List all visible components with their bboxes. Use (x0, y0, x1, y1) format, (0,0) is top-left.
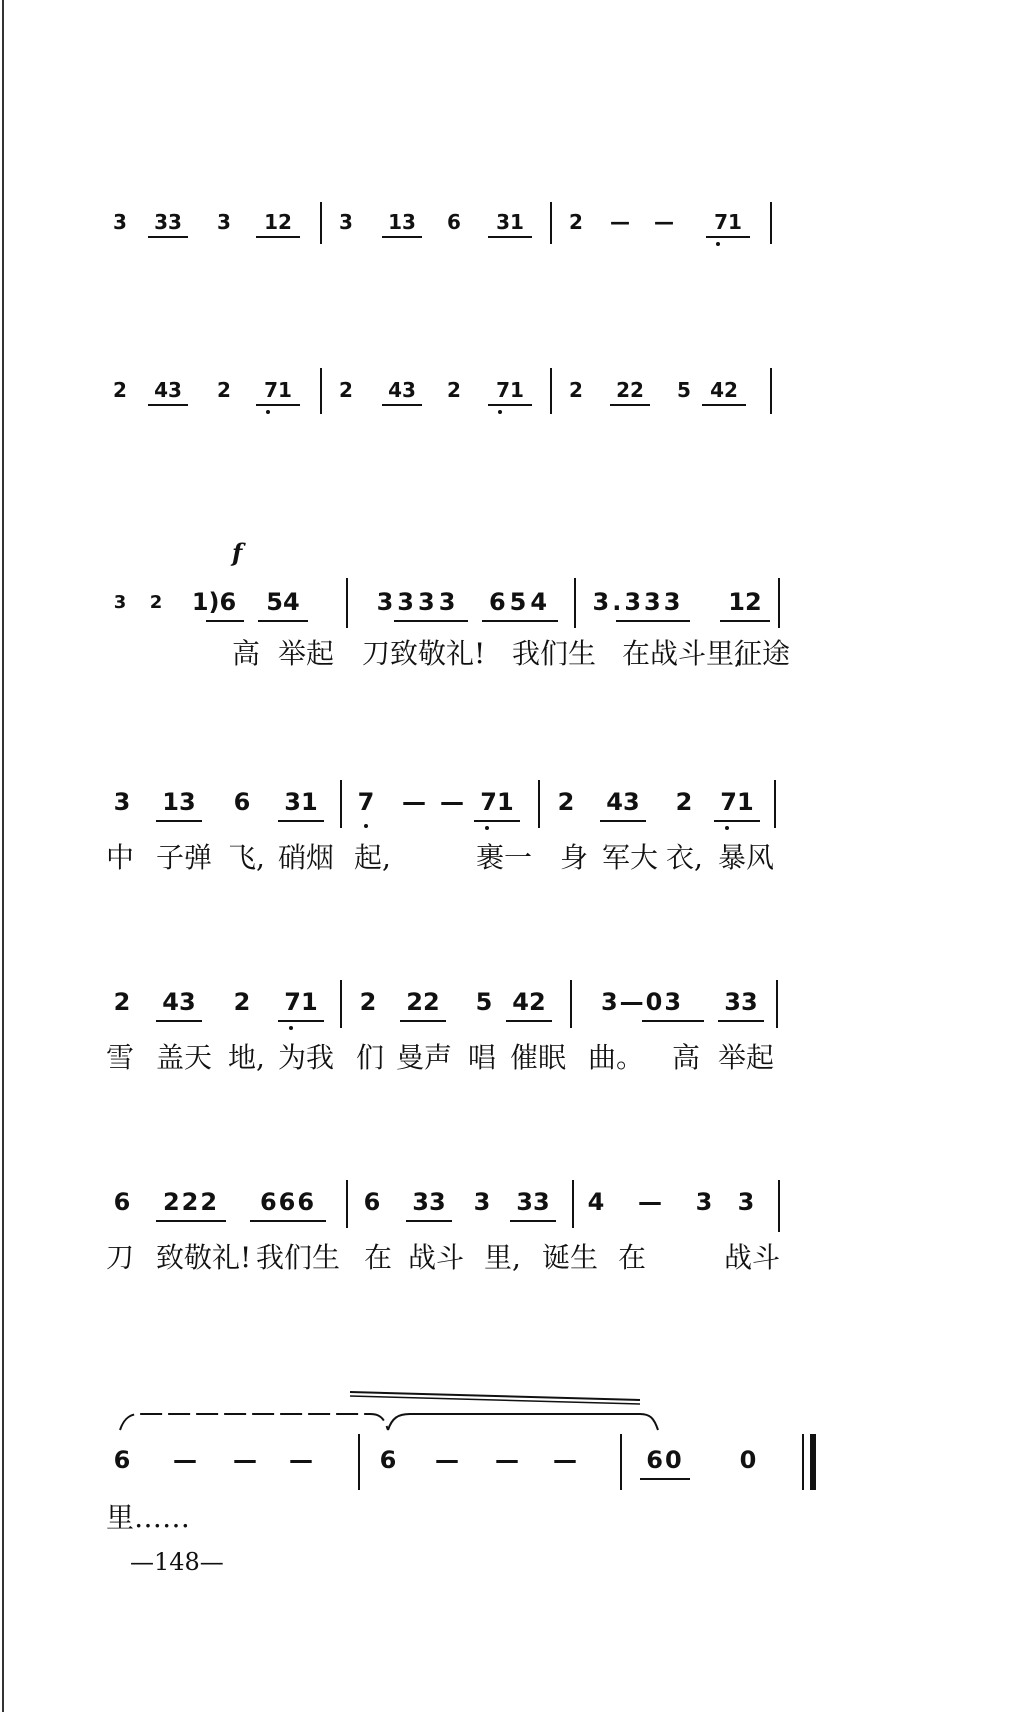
dash: — (495, 1446, 519, 1474)
note: 654 (482, 590, 558, 614)
lyric: 战斗 (724, 1241, 781, 1274)
note: 3 (737, 1188, 755, 1216)
lyric: 战斗 (408, 1241, 465, 1274)
dynamic-marking: f (232, 538, 243, 567)
note: 3 (217, 210, 231, 234)
lyric: 举起 (718, 1041, 775, 1074)
note: 3333 (368, 590, 468, 614)
tie-line-2 (350, 1396, 640, 1404)
lyric: 举起 (278, 637, 335, 670)
note: 31 (278, 790, 324, 814)
note: 4 (587, 1188, 605, 1216)
note: 3 (473, 1188, 491, 1216)
note: 71 (488, 380, 532, 400)
note: 2 (569, 378, 583, 402)
lyric: 军大 (602, 841, 659, 874)
lyric: 在战斗里, (622, 637, 743, 670)
lyric: 刀 (106, 1241, 135, 1274)
note: 33 (718, 990, 764, 1014)
dash: — (402, 788, 426, 816)
lyric: 盖天 (156, 1041, 213, 1074)
note: 71 (278, 990, 324, 1014)
barline (358, 1434, 360, 1490)
lyric: 暴风 (718, 841, 775, 874)
lyric: 唱 (468, 1041, 497, 1074)
tie-line-1 (350, 1392, 640, 1400)
note: 2 (113, 988, 131, 1016)
note: 5 (475, 988, 493, 1016)
lyric: 里, (484, 1241, 521, 1274)
note: 12 (256, 212, 300, 232)
note: 22 (610, 380, 650, 400)
note: 1)6 (184, 590, 244, 614)
note: 6 (379, 1446, 397, 1474)
dash: — (610, 210, 630, 234)
note: 6 (113, 1188, 131, 1216)
note: 2 (447, 378, 461, 402)
note: 2 (557, 788, 575, 816)
lyric: 飞, (228, 841, 265, 874)
lyric: 曼声 (396, 1041, 453, 1074)
note: 6 (113, 1446, 131, 1474)
note: 13 (382, 212, 422, 232)
note: 222 (156, 1190, 226, 1214)
note: 12 (720, 590, 770, 614)
note: 2 (113, 378, 127, 402)
note: 2 (217, 378, 231, 402)
lyric: 催眠 (510, 1041, 567, 1074)
lyric: 雪 (106, 1041, 135, 1074)
note: 33 (406, 1190, 452, 1214)
note: 43 (382, 380, 422, 400)
lyric: 中 (106, 841, 135, 874)
note: 31 (488, 212, 532, 232)
dash: — (173, 1446, 197, 1474)
dash: — (553, 1446, 577, 1474)
final-barline-thick (810, 1434, 816, 1490)
lyric: 们 (356, 1041, 385, 1074)
dash: — (289, 1446, 313, 1474)
lyric: 我们生 (256, 1241, 341, 1274)
note: 666 (250, 1190, 326, 1214)
note: 3 (113, 592, 127, 613)
lyric: 裹一 (476, 841, 533, 874)
lyric: 在 (364, 1241, 393, 1274)
lyric: 起, (354, 841, 391, 874)
note: 71 (714, 790, 760, 814)
dash: — (654, 210, 674, 234)
lyric: 硝烟 (278, 841, 335, 874)
lyric: 我们生 (512, 637, 597, 670)
lyric: 身 (560, 841, 589, 874)
note: 60 (640, 1448, 690, 1472)
lyric: 在 (618, 1241, 647, 1274)
dash: — (638, 1188, 662, 1216)
lyric: 刀致敬礼! (362, 637, 486, 670)
lyric: 高 (672, 1041, 701, 1074)
lyric: 诞生 (542, 1241, 599, 1274)
lyric: 里…… (106, 1501, 191, 1534)
note: 71 (474, 790, 520, 814)
lyric: 为我 (278, 1041, 335, 1074)
note: 3.333 (586, 590, 690, 614)
dash: — (440, 788, 464, 816)
note: 2 (233, 988, 251, 1016)
note: 5 (677, 378, 691, 402)
note: 3 (339, 210, 353, 234)
tie-arc-1 (120, 1414, 388, 1430)
note: 71 (706, 212, 750, 232)
note: 2 (359, 988, 377, 1016)
note: 3 (113, 210, 127, 234)
note: 43 (148, 380, 188, 400)
lyric: 地, (228, 1041, 265, 1074)
lyric: 征途 (734, 637, 791, 670)
note: 0 (739, 1446, 757, 1474)
note: 33 (148, 212, 188, 232)
note: 2 (569, 210, 583, 234)
lyric: 衣, (666, 841, 703, 874)
note: 71 (256, 380, 300, 400)
lyric: 曲。 (588, 1041, 645, 1074)
note: 43 (156, 990, 202, 1014)
note: 2 (339, 378, 353, 402)
final-barline-thin (802, 1434, 804, 1490)
lyric: 子弹 (156, 841, 213, 874)
lyric: 高 (232, 637, 261, 670)
lyric: 致敬礼! (156, 1241, 252, 1274)
note: 6 (233, 788, 251, 816)
note: 3 (695, 1188, 713, 1216)
note: 6 (363, 1188, 381, 1216)
note: 2 (675, 788, 693, 816)
note: 2 (149, 592, 163, 613)
barline (620, 1434, 622, 1490)
dash: — (435, 1446, 459, 1474)
note: 54 (258, 590, 308, 614)
note: 6 (447, 210, 461, 234)
note: 42 (506, 990, 552, 1014)
note: 3—03 (580, 990, 704, 1014)
note: 7 (354, 790, 378, 814)
note: 33 (510, 1190, 556, 1214)
note: 13 (156, 790, 202, 814)
note: 22 (400, 990, 446, 1014)
note: 43 (600, 790, 646, 814)
note: 3 (113, 788, 131, 816)
dash: — (233, 1446, 257, 1474)
note: 42 (702, 380, 746, 400)
page-number: —148— (130, 1548, 224, 1576)
tie-arc-2 (388, 1414, 658, 1430)
